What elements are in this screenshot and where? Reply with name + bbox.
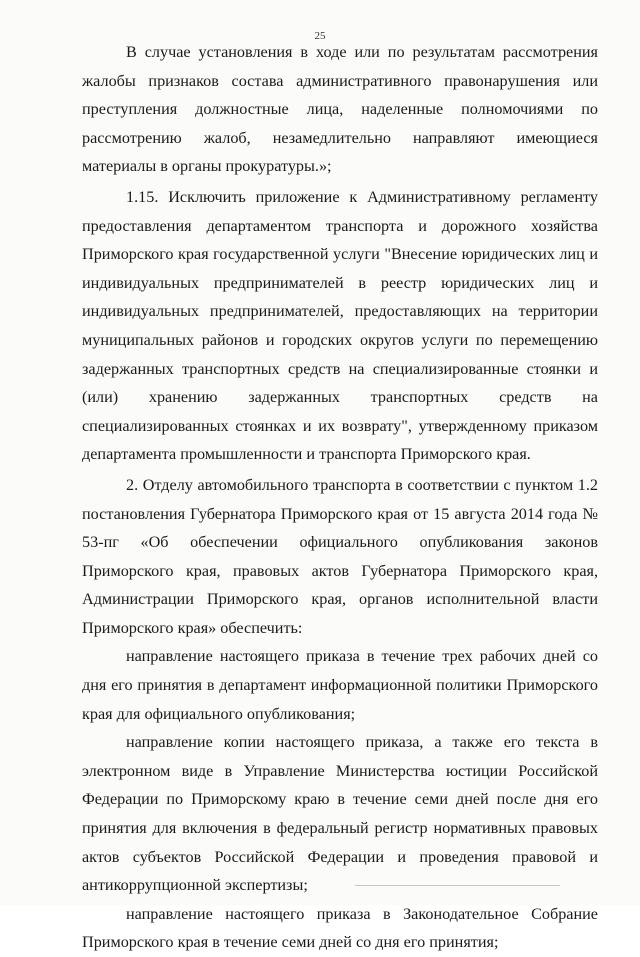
paragraph-send-information-policy: направление настоящего приказа в течение трех рабочих дней со дня его принятия в департамент информационной политики Приморского края для официального опубликования;	[82, 647, 598, 723]
paragraph-send-legislative-assembly: направление настоящего приказа в Законодательное Собрание Приморского края в течение семи дней со дня его принятия;	[82, 904, 598, 952]
paragraph-send-ministry-justice: направление копии настоящего приказа, а также его текста в электронном виде в Управление Министерства юстиции Российской Федерации по Приморскому краю в течение семи дней после дня его принятия для включения в федеральный регистр нормативных правовых актов субъектов Российской Федерации и проведения правовой и антикоррупционной экспертизы;	[82, 733, 598, 895]
paragraph-2-transport-department: 2. Отделу автомобильного транспорта в соответствии с пунктом 1.2 постановления Губернатора Приморского края от 15 августа 2014 года № 53-пг «Об обеспечении официального опубликования законов Приморского края, правовых актов Губернатора Приморского края, Администрации Приморского края, органов исполнительной власти Приморского края» обеспечить:	[82, 475, 598, 637]
paragraph-1-15-exclude-appendix: 1.15. Исключить приложение к Административному регламенту предоставления департаментом транспорта и дорожного хозяйства Приморского края государственной услуги "Внесение юридических лиц и индивидуальных предпринимателей в реестр юридических лиц и индивидуальных предпринимателей, предоставляющих на территории муниципальных районов и городских округов услуги по перемещению задержанных транспортных средств на специализированные стоянки и (или) хранению задержанных транспортных средств на специализированных стоянках и их возврату", утвержденному приказом департамента промышленности и транспорта Приморского края.	[82, 187, 598, 464]
bottom-divider	[355, 885, 560, 886]
paragraph-complaint-materials: В случае установления в ходе или по результатам рассмотрения жалобы признаков состава административного правонарушения или преступления должностные лица, наделенные полномочиями по рассмотрению жалоб, незамедлительно направляют имеющиеся материалы в органы прокуратуры.»;	[82, 43, 598, 176]
page-number: 25	[314, 30, 326, 42]
document-body	[82, 38, 598, 957]
